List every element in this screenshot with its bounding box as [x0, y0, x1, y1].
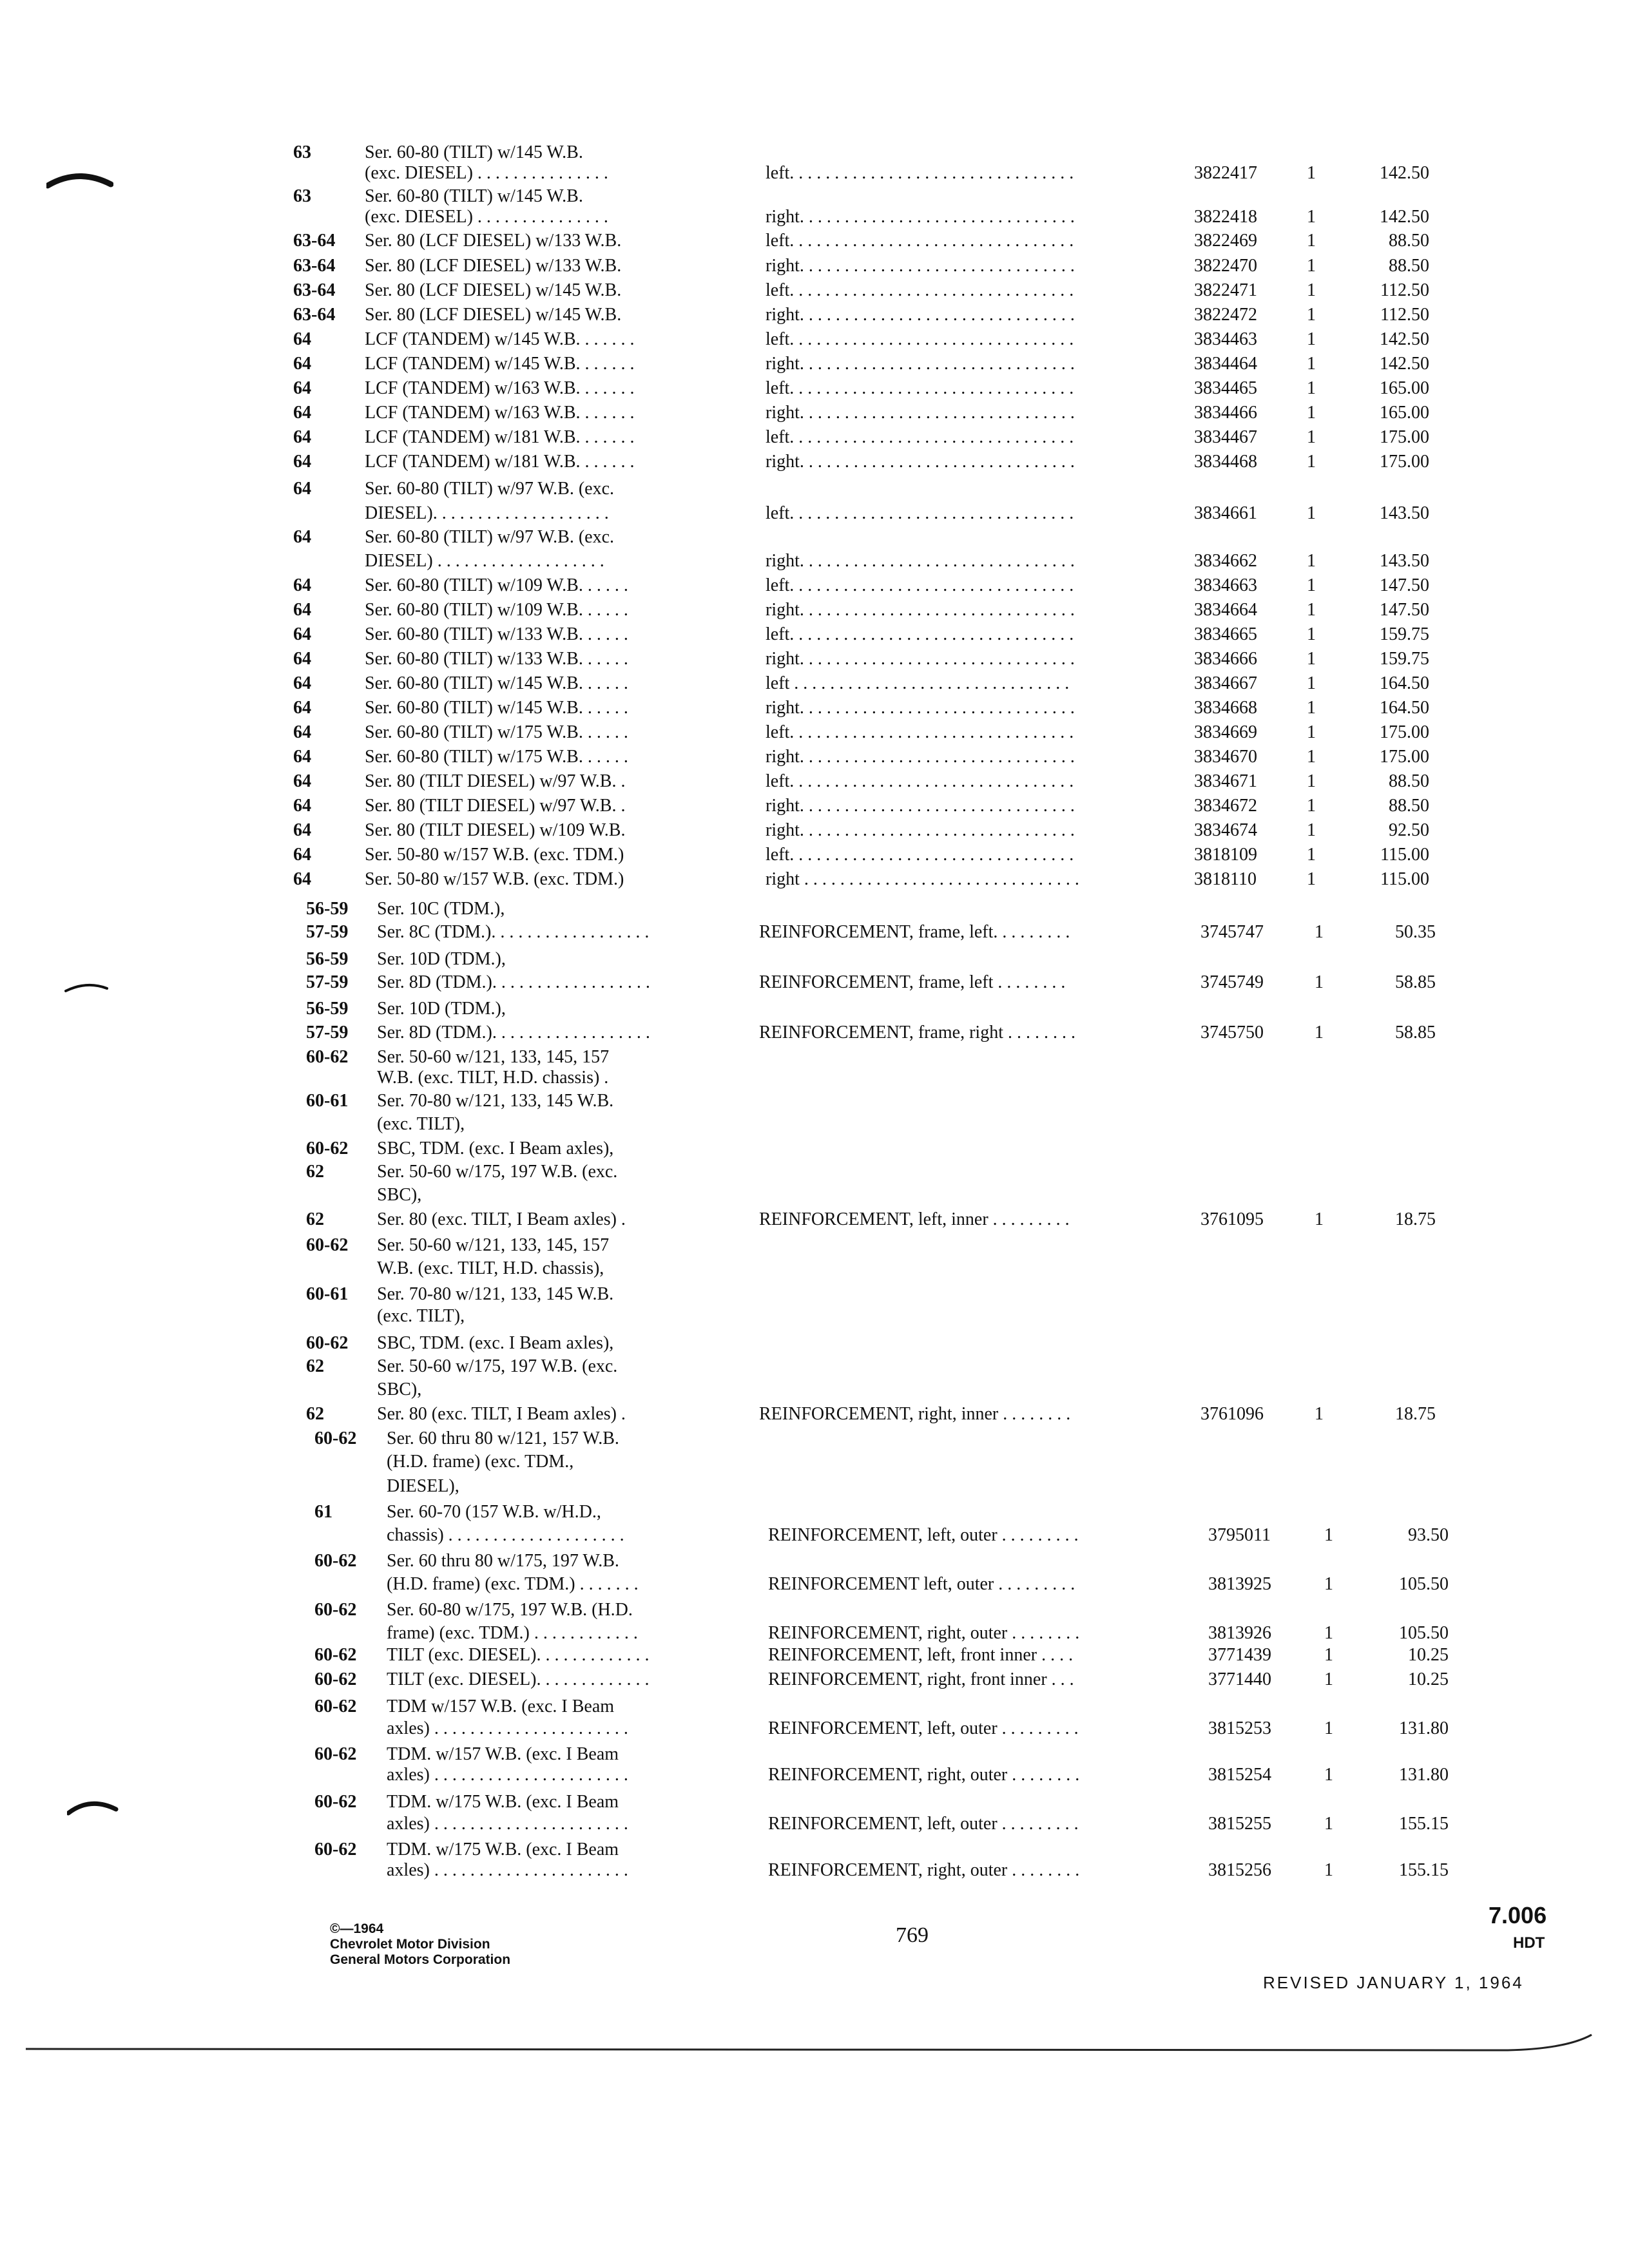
cell-model: frame) (exc. TDM.) . . . . . . . . . . . . — [387, 1623, 638, 1643]
cell-part: 3745749 — [1200, 972, 1264, 992]
cell-desc: left. . . . . . . . . . . . . . . . . . . . . . . . . . . . . . . . — [766, 231, 1074, 251]
cell-model: LCF (TANDEM) w/145 W.B. . . . . . . — [365, 329, 635, 349]
cell-model: (exc. TILT), — [377, 1114, 465, 1134]
cell-desc: right . . . . . . . . . . . . . . . . . . . . . . . . . . . . . . . — [766, 869, 1079, 889]
cell-price: 18.75 — [1395, 1404, 1436, 1424]
cell-qty: 1 — [1324, 1860, 1333, 1880]
cell-price: 143.50 — [1380, 503, 1429, 523]
cell-price: 142.50 — [1380, 163, 1429, 183]
cell-desc: REINFORCEMENT, right, outer . . . . . . . . — [768, 1765, 1080, 1785]
cell-price: 112.50 — [1380, 280, 1429, 300]
cell-year: 64 — [293, 820, 311, 840]
cell-price: 112.50 — [1380, 305, 1429, 325]
cell-part: 3771440 — [1208, 1669, 1271, 1689]
cell-desc: REINFORCEMENT, frame, left. . . . . . . . . — [759, 922, 1070, 942]
cell-price: 143.50 — [1380, 551, 1429, 571]
cell-qty: 1 — [1307, 452, 1316, 472]
cell-desc: right. . . . . . . . . . . . . . . . . . . . . . . . . . . . . . . — [766, 354, 1075, 374]
cell-part: 3822470 — [1194, 256, 1257, 276]
cell-year: 64 — [293, 479, 311, 499]
cell-model: Ser. 60 thru 80 w/121, 157 W.B. — [387, 1428, 619, 1448]
page-number: 769 — [896, 1923, 929, 1947]
section-code: HDT — [1513, 1934, 1545, 1952]
cell-qty: 1 — [1307, 354, 1316, 374]
cell-qty: 1 — [1315, 1023, 1324, 1043]
copyright-line: General Motors Corporation — [330, 1952, 511, 1967]
cell-part: 3745750 — [1200, 1023, 1264, 1043]
cell-year: 63 — [293, 186, 311, 206]
cell-model: SBC, TDM. (exc. I Beam axles), — [377, 1139, 614, 1158]
cell-price: 10.25 — [1408, 1645, 1449, 1665]
cell-year: 60-61 — [306, 1284, 349, 1304]
cell-price: 159.75 — [1380, 624, 1429, 644]
cell-part: 3834662 — [1194, 551, 1257, 571]
cell-qty: 1 — [1324, 1814, 1333, 1834]
cell-desc: left. . . . . . . . . . . . . . . . . . . . . . . . . . . . . . . . — [766, 845, 1074, 865]
cell-price: 115.00 — [1380, 869, 1429, 889]
cell-qty: 1 — [1307, 600, 1316, 620]
cell-part: 3818109 — [1194, 845, 1257, 865]
cell-model: Ser. 60-80 (TILT) w/145 W.B. — [365, 142, 583, 162]
cell-part: 3834661 — [1194, 503, 1257, 523]
cell-qty: 1 — [1307, 378, 1316, 398]
cell-price: 131.80 — [1399, 1718, 1449, 1738]
cell-model: Ser. 50-60 w/175, 197 W.B. (exc. — [377, 1162, 618, 1182]
cell-price: 131.80 — [1399, 1765, 1449, 1785]
cell-year: 60-62 — [306, 1235, 349, 1255]
cell-price: 142.50 — [1380, 329, 1429, 349]
cell-year: 60-61 — [306, 1091, 349, 1111]
cell-desc: left. . . . . . . . . . . . . . . . . . . . . . . . . . . . . . . . — [766, 163, 1074, 183]
cell-model: W.B. (exc. TILT, H.D. chassis), — [377, 1258, 604, 1278]
cell-qty: 1 — [1315, 1209, 1324, 1229]
copyright-block — [330, 1921, 510, 1968]
cell-model: axles) . . . . . . . . . . . . . . . . . . . . . . — [387, 1860, 628, 1880]
cell-model: Ser. 80 (exc. TILT, I Beam axles) . — [377, 1404, 626, 1424]
cell-model: TDM. w/175 W.B. (exc. I Beam — [387, 1840, 619, 1860]
cell-desc: REINFORCEMENT, right, inner . . . . . . . . — [759, 1404, 1071, 1424]
cell-qty: 1 — [1324, 1669, 1333, 1689]
cell-year: 64 — [293, 771, 311, 791]
cell-qty: 1 — [1324, 1574, 1333, 1594]
cell-model: TDM w/157 W.B. (exc. I Beam — [387, 1696, 615, 1716]
cell-price: 175.00 — [1380, 722, 1429, 742]
cell-year: 63-64 — [293, 305, 336, 325]
cell-model: Ser. 70-80 w/121, 133, 145 W.B. — [377, 1284, 614, 1304]
cell-part: 3815254 — [1208, 1765, 1271, 1785]
cell-price: 175.00 — [1380, 747, 1429, 767]
cell-desc: REINFORCEMENT, left, front inner . . . . — [768, 1645, 1074, 1665]
cell-model: W.B. (exc. TILT, H.D. chassis) . — [377, 1068, 609, 1088]
cell-part: 3822417 — [1194, 163, 1257, 183]
cell-model: Ser. 80 (TILT DIESEL) w/109 W.B. — [365, 820, 626, 840]
cell-model: DIESEL) . . . . . . . . . . . . . . . . . . . — [365, 551, 604, 571]
cell-year: 64 — [293, 722, 311, 742]
cell-year: 64 — [293, 575, 311, 595]
cell-model: Ser. 8D (TDM.). . . . . . . . . . . . . . . . . . — [377, 1023, 650, 1043]
cell-qty: 1 — [1307, 698, 1316, 718]
cell-part: 3822418 — [1194, 207, 1257, 227]
cell-model: Ser. 80 (exc. TILT, I Beam axles) . — [377, 1209, 626, 1229]
cell-price: 105.50 — [1399, 1574, 1449, 1594]
cell-desc: right. . . . . . . . . . . . . . . . . . . . . . . . . . . . . . . — [766, 305, 1075, 325]
cell-year: 57-59 — [306, 922, 349, 942]
revised-date: REVISED JANUARY 1, 1964 — [1263, 1973, 1524, 1992]
cell-part: 3834466 — [1194, 403, 1257, 423]
cell-part: 3834670 — [1194, 747, 1257, 767]
cell-desc: REINFORCEMENT, right, front inner . . . — [768, 1669, 1074, 1689]
cell-year: 64 — [293, 673, 311, 693]
cell-model: TILT (exc. DIESEL). . . . . . . . . . . . . — [387, 1645, 650, 1665]
cell-model: Ser. 70-80 w/121, 133, 145 W.B. — [377, 1091, 614, 1111]
cell-part: 3834672 — [1194, 796, 1257, 816]
cell-year: 63-64 — [293, 280, 336, 300]
cell-model: Ser. 60-80 (TILT) w/97 W.B. (exc. — [365, 479, 615, 499]
cell-model: Ser. 60-80 (TILT) w/145 W.B. — [365, 186, 583, 206]
cell-model: Ser. 8C (TDM.). . . . . . . . . . . . . . . . . . — [377, 922, 650, 942]
cell-desc: REINFORCEMENT left, outer . . . . . . . . . — [768, 1574, 1075, 1594]
cell-year: 62 — [306, 1356, 324, 1376]
cell-model: TDM. w/157 W.B. (exc. I Beam — [387, 1744, 619, 1764]
cell-year: 61 — [314, 1502, 333, 1522]
cell-qty: 1 — [1307, 280, 1316, 300]
cell-qty: 1 — [1307, 649, 1316, 669]
cell-desc: REINFORCEMENT, left, outer . . . . . . . . . — [768, 1814, 1079, 1834]
cell-model: TDM. w/175 W.B. (exc. I Beam — [387, 1792, 619, 1812]
cell-part: 3761095 — [1200, 1209, 1264, 1229]
cell-year: 64 — [293, 796, 311, 816]
cell-year: 64 — [293, 527, 311, 547]
cell-desc: REINFORCEMENT, left, outer . . . . . . . . . — [768, 1718, 1079, 1738]
cell-model: Ser. 80 (LCF DIESEL) w/133 W.B. — [365, 256, 622, 276]
cell-model: Ser. 60-80 w/175, 197 W.B. (H.D. — [387, 1600, 633, 1620]
cell-part: 3834674 — [1194, 820, 1257, 840]
cell-qty: 1 — [1307, 722, 1316, 742]
cell-year: 60-62 — [314, 1744, 357, 1764]
cell-desc: right. . . . . . . . . . . . . . . . . . . . . . . . . . . . . . . — [766, 747, 1075, 767]
cell-qty: 1 — [1307, 575, 1316, 595]
cell-part: 3761096 — [1200, 1404, 1264, 1424]
cell-price: 147.50 — [1380, 600, 1429, 620]
cell-price: 155.15 — [1399, 1814, 1449, 1834]
cell-qty: 1 — [1307, 207, 1316, 227]
cell-part: 3815253 — [1208, 1718, 1271, 1738]
cell-desc: REINFORCEMENT, right, outer . . . . . . . . — [768, 1623, 1080, 1643]
cell-qty: 1 — [1307, 329, 1316, 349]
cell-desc: right. . . . . . . . . . . . . . . . . . . . . . . . . . . . . . . — [766, 403, 1075, 423]
cell-year: 64 — [293, 624, 311, 644]
cell-year: 60-62 — [306, 1139, 349, 1158]
cell-price: 115.00 — [1380, 845, 1429, 865]
cell-year: 60-62 — [314, 1840, 357, 1860]
cell-year: 56-59 — [306, 949, 349, 969]
cell-model: Ser. 10D (TDM.), — [377, 999, 506, 1019]
cell-price: 175.00 — [1380, 427, 1429, 447]
cell-desc: REINFORCEMENT, left, inner . . . . . . . . . — [759, 1209, 1070, 1229]
cell-price: 88.50 — [1389, 256, 1429, 276]
cell-price: 142.50 — [1380, 207, 1429, 227]
cell-part: 3822471 — [1194, 280, 1257, 300]
cell-part: 3815256 — [1208, 1860, 1271, 1880]
cell-desc: left. . . . . . . . . . . . . . . . . . . . . . . . . . . . . . . . — [766, 575, 1074, 595]
cell-qty: 1 — [1307, 231, 1316, 251]
cell-model: LCF (TANDEM) w/181 W.B. . . . . . . — [365, 427, 635, 447]
cell-year: 64 — [293, 600, 311, 620]
cell-qty: 1 — [1307, 624, 1316, 644]
cell-price: 10.25 — [1408, 1669, 1449, 1689]
cell-year: 56-59 — [306, 899, 349, 919]
cell-qty: 1 — [1307, 503, 1316, 523]
cell-model: SBC), — [377, 1379, 422, 1399]
cell-price: 105.50 — [1399, 1623, 1449, 1643]
cell-price: 58.85 — [1395, 1023, 1436, 1043]
cell-part: 3834665 — [1194, 624, 1257, 644]
cell-model: Ser. 10C (TDM.), — [377, 899, 505, 919]
cell-part: 3813926 — [1208, 1623, 1271, 1643]
cell-model: Ser. 50-80 w/157 W.B. (exc. TDM.) — [365, 869, 624, 889]
cell-qty: 1 — [1315, 922, 1324, 942]
cell-year: 64 — [293, 869, 311, 889]
cell-price: 88.50 — [1389, 771, 1429, 791]
cell-model: LCF (TANDEM) w/163 W.B. . . . . . . — [365, 378, 635, 398]
cell-price: 18.75 — [1395, 1209, 1436, 1229]
cell-part: 3834467 — [1194, 427, 1257, 447]
cell-qty: 1 — [1307, 163, 1316, 183]
cell-model: DIESEL), — [387, 1476, 459, 1496]
cell-model: Ser. 80 (TILT DIESEL) w/97 W.B. . — [365, 771, 626, 791]
cell-model: Ser. 80 (LCF DIESEL) w/133 W.B. — [365, 231, 622, 251]
cell-desc: left. . . . . . . . . . . . . . . . . . . . . . . . . . . . . . . . — [766, 280, 1074, 300]
cell-model: SBC, TDM. (exc. I Beam axles), — [377, 1333, 614, 1353]
cell-year: 64 — [293, 329, 311, 349]
cell-qty: 1 — [1307, 796, 1316, 816]
cell-qty: 1 — [1324, 1718, 1333, 1738]
cell-part: 3771439 — [1208, 1645, 1271, 1665]
cell-part: 3795011 — [1208, 1525, 1271, 1545]
cell-model: Ser. 60-70 (157 W.B. w/H.D., — [387, 1502, 601, 1522]
cell-year: 64 — [293, 403, 311, 423]
cell-part: 3815255 — [1208, 1814, 1271, 1834]
cell-year: 60-62 — [306, 1333, 349, 1353]
cell-model: Ser. 60-80 (TILT) w/97 W.B. (exc. — [365, 527, 615, 547]
cell-model: (exc. TILT), — [377, 1306, 465, 1326]
cell-qty: 1 — [1324, 1645, 1333, 1665]
cell-year: 63-64 — [293, 256, 336, 276]
cell-model: Ser. 50-60 w/175, 197 W.B. (exc. — [377, 1356, 618, 1376]
cell-part: 3834669 — [1194, 722, 1257, 742]
copyright-line: ©—1964 — [330, 1921, 384, 1936]
copyright-line: Chevrolet Motor Division — [330, 1937, 490, 1952]
cell-qty: 1 — [1307, 256, 1316, 276]
cell-qty: 1 — [1315, 972, 1324, 992]
cell-part: 3834667 — [1194, 673, 1257, 693]
cell-qty: 1 — [1307, 747, 1316, 767]
cell-model: Ser. 10D (TDM.), — [377, 949, 506, 969]
cell-model: Ser. 80 (TILT DIESEL) w/97 W.B. . — [365, 796, 626, 816]
cell-price: 88.50 — [1389, 231, 1429, 251]
cell-model: Ser. 8D (TDM.). . . . . . . . . . . . . . . . . . — [377, 972, 650, 992]
cell-year: 60-62 — [314, 1669, 357, 1689]
cell-model: (exc. DIESEL) . . . . . . . . . . . . . . . — [365, 207, 608, 227]
cell-part: 3818110 — [1194, 869, 1257, 889]
cell-part: 3834463 — [1194, 329, 1257, 349]
cell-qty: 1 — [1324, 1623, 1333, 1643]
cell-qty: 1 — [1315, 1404, 1324, 1424]
cell-qty: 1 — [1307, 403, 1316, 423]
cell-price: 93.50 — [1408, 1525, 1449, 1545]
cell-year: 63 — [293, 142, 311, 162]
cell-year: 60-62 — [306, 1047, 349, 1067]
cell-part: 3834464 — [1194, 354, 1257, 374]
cell-year: 60-62 — [314, 1645, 357, 1665]
cell-part: 3822472 — [1194, 305, 1257, 325]
cell-desc: REINFORCEMENT, frame, left . . . . . . . . — [759, 972, 1066, 992]
cell-model: axles) . . . . . . . . . . . . . . . . . . . . . . — [387, 1718, 628, 1738]
cell-model: Ser. 60-80 (TILT) w/175 W.B. . . . . . — [365, 747, 628, 767]
cell-qty: 1 — [1307, 673, 1316, 693]
cell-desc: REINFORCEMENT, right, outer . . . . . . . . — [768, 1860, 1080, 1880]
cell-price: 92.50 — [1389, 820, 1429, 840]
cell-model: axles) . . . . . . . . . . . . . . . . . . . . . . — [387, 1765, 628, 1785]
cell-part: 3834668 — [1194, 698, 1257, 718]
cell-model: Ser. 60-80 (TILT) w/109 W.B. . . . . . — [365, 575, 628, 595]
cell-part: 3813925 — [1208, 1574, 1271, 1594]
cell-model: chassis) . . . . . . . . . . . . . . . . . . . . — [387, 1525, 624, 1545]
cell-part: 3822469 — [1194, 231, 1257, 251]
cell-model: Ser. 50-80 w/157 W.B. (exc. TDM.) — [365, 845, 624, 865]
cell-desc: left . . . . . . . . . . . . . . . . . . . . . . . . . . . . . . . — [766, 673, 1070, 693]
cell-year: 62 — [306, 1404, 324, 1424]
cell-desc: right. . . . . . . . . . . . . . . . . . . . . . . . . . . . . . . — [766, 820, 1075, 840]
cell-year: 62 — [306, 1162, 324, 1182]
cell-price: 155.15 — [1399, 1860, 1449, 1880]
cell-qty: 1 — [1307, 771, 1316, 791]
section-number: 7.006 — [1489, 1902, 1547, 1928]
cell-part: 3834468 — [1194, 452, 1257, 472]
cell-price: 88.50 — [1389, 796, 1429, 816]
cell-year: 63-64 — [293, 231, 336, 251]
cell-price: 147.50 — [1380, 575, 1429, 595]
cell-price: 165.00 — [1380, 378, 1429, 398]
cell-model: Ser. 60-80 (TILT) w/109 W.B. . . . . . — [365, 600, 628, 620]
cell-desc: left. . . . . . . . . . . . . . . . . . . . . . . . . . . . . . . . — [766, 624, 1074, 644]
cell-model: SBC), — [377, 1185, 422, 1205]
cell-qty: 1 — [1324, 1765, 1333, 1785]
cell-model: Ser. 60-80 (TILT) w/145 W.B. . . . . . — [365, 698, 628, 718]
cell-model: Ser. 60-80 (TILT) w/133 W.B. . . . . . — [365, 624, 628, 644]
cell-model: Ser. 50-60 w/121, 133, 145, 157 — [377, 1235, 610, 1255]
cell-desc: right. . . . . . . . . . . . . . . . . . . . . . . . . . . . . . . — [766, 796, 1075, 816]
cell-desc: left. . . . . . . . . . . . . . . . . . . . . . . . . . . . . . . . — [766, 378, 1074, 398]
cell-part: 3745747 — [1200, 922, 1264, 942]
cell-desc: right. . . . . . . . . . . . . . . . . . . . . . . . . . . . . . . — [766, 452, 1075, 472]
cell-model: (H.D. frame) (exc. TDM., — [387, 1452, 574, 1472]
cell-price: 58.85 — [1395, 972, 1436, 992]
cell-price: 50.35 — [1395, 922, 1436, 942]
cell-year: 64 — [293, 354, 311, 374]
cell-part: 3834465 — [1194, 378, 1257, 398]
cell-year: 64 — [293, 649, 311, 669]
cell-year: 64 — [293, 452, 311, 472]
cell-desc: right. . . . . . . . . . . . . . . . . . . . . . . . . . . . . . . — [766, 600, 1075, 620]
cell-year: 60-62 — [314, 1551, 357, 1571]
cell-desc: left. . . . . . . . . . . . . . . . . . . . . . . . . . . . . . . . — [766, 329, 1074, 349]
cell-qty: 1 — [1307, 427, 1316, 447]
cell-year: 64 — [293, 427, 311, 447]
cell-desc: left. . . . . . . . . . . . . . . . . . . . . . . . . . . . . . . . — [766, 427, 1074, 447]
cell-desc: right. . . . . . . . . . . . . . . . . . . . . . . . . . . . . . . — [766, 551, 1075, 571]
cell-price: 142.50 — [1380, 354, 1429, 374]
cell-qty: 1 — [1307, 305, 1316, 325]
cell-model: Ser. 60-80 (TILT) w/175 W.B. . . . . . — [365, 722, 628, 742]
cell-desc: right. . . . . . . . . . . . . . . . . . . . . . . . . . . . . . . — [766, 649, 1075, 669]
cell-qty: 1 — [1307, 845, 1316, 865]
cell-year: 60-62 — [314, 1600, 357, 1620]
cell-desc: right. . . . . . . . . . . . . . . . . . . . . . . . . . . . . . . — [766, 207, 1075, 227]
cell-price: 175.00 — [1380, 452, 1429, 472]
cell-price: 159.75 — [1380, 649, 1429, 669]
cell-year: 64 — [293, 698, 311, 718]
cell-model: axles) . . . . . . . . . . . . . . . . . . . . . . — [387, 1814, 628, 1834]
cell-model: LCF (TANDEM) w/163 W.B. . . . . . . — [365, 403, 635, 423]
cell-desc: left. . . . . . . . . . . . . . . . . . . . . . . . . . . . . . . . — [766, 771, 1074, 791]
cell-year: 56-59 — [306, 999, 349, 1019]
cell-part: 3834671 — [1194, 771, 1257, 791]
cell-model: Ser. 60-80 (TILT) w/145 W.B. . . . . . — [365, 673, 628, 693]
cell-model: LCF (TANDEM) w/181 W.B. . . . . . . — [365, 452, 635, 472]
cell-model: Ser. 80 (LCF DIESEL) w/145 W.B. — [365, 280, 622, 300]
cell-desc: right. . . . . . . . . . . . . . . . . . . . . . . . . . . . . . . — [766, 256, 1075, 276]
cell-price: 164.50 — [1380, 698, 1429, 718]
cell-year: 64 — [293, 378, 311, 398]
cell-price: 164.50 — [1380, 673, 1429, 693]
cell-part: 3834664 — [1194, 600, 1257, 620]
cell-model: (H.D. frame) (exc. TDM.) . . . . . . . — [387, 1574, 639, 1594]
page-edge-line — [26, 2030, 1598, 2055]
cell-price: 165.00 — [1380, 403, 1429, 423]
cell-desc: left. . . . . . . . . . . . . . . . . . . . . . . . . . . . . . . . — [766, 722, 1074, 742]
cell-model: Ser. 50-60 w/121, 133, 145, 157 — [377, 1047, 610, 1067]
cell-model: LCF (TANDEM) w/145 W.B. . . . . . . — [365, 354, 635, 374]
cell-model: Ser. 80 (LCF DIESEL) w/145 W.B. — [365, 305, 622, 325]
cell-year: 57-59 — [306, 1023, 349, 1043]
cell-qty: 1 — [1307, 551, 1316, 571]
cell-desc: REINFORCEMENT, left, outer . . . . . . . . . — [768, 1525, 1079, 1545]
cell-model: (exc. DIESEL) . . . . . . . . . . . . . . . — [365, 163, 608, 183]
cell-year: 60-62 — [314, 1792, 357, 1812]
cell-qty: 1 — [1324, 1525, 1333, 1545]
cell-model: TILT (exc. DIESEL). . . . . . . . . . . . . — [387, 1669, 650, 1689]
cell-qty: 1 — [1307, 869, 1316, 889]
cell-model: Ser. 60-80 (TILT) w/133 W.B. . . . . . — [365, 649, 628, 669]
cell-year: 60-62 — [314, 1428, 357, 1448]
cell-part: 3834663 — [1194, 575, 1257, 595]
cell-year: 57-59 — [306, 972, 349, 992]
cell-year: 64 — [293, 747, 311, 767]
cell-model: Ser. 60 thru 80 w/175, 197 W.B. — [387, 1551, 619, 1571]
cell-year: 62 — [306, 1209, 324, 1229]
cell-qty: 1 — [1307, 820, 1316, 840]
cell-model: DIESEL). . . . . . . . . . . . . . . . . . . . — [365, 503, 609, 523]
cell-year: 64 — [293, 845, 311, 865]
cell-part: 3834666 — [1194, 649, 1257, 669]
cell-desc: left. . . . . . . . . . . . . . . . . . . . . . . . . . . . . . . . — [766, 503, 1074, 523]
cell-desc: right. . . . . . . . . . . . . . . . . . . . . . . . . . . . . . . — [766, 698, 1075, 718]
cell-year: 60-62 — [314, 1696, 357, 1716]
cell-desc: REINFORCEMENT, frame, right . . . . . . . . — [759, 1023, 1075, 1043]
